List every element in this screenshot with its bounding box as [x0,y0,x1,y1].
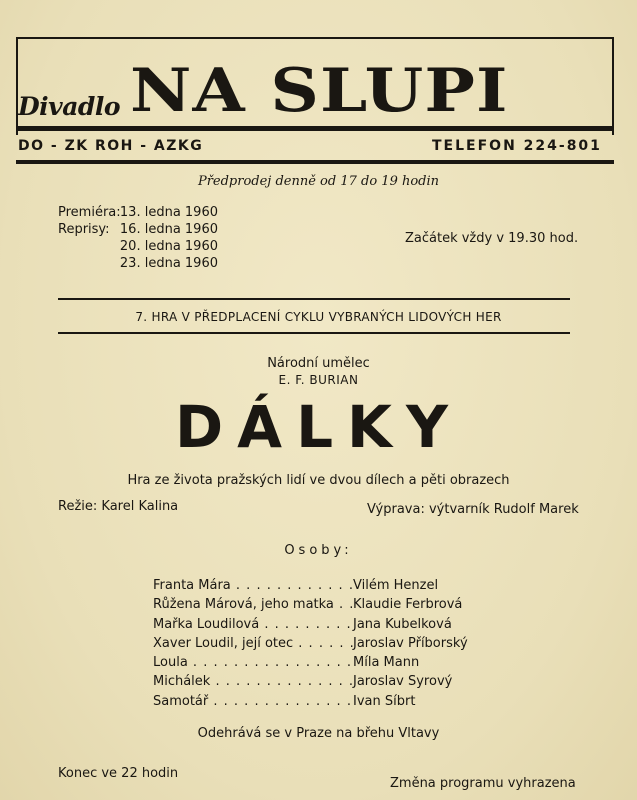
performance-dates [58,204,218,272]
date-value: 13. ledna 1960 [119,205,218,220]
role-name: Loula . . . [153,653,353,672]
role-name: Michálek . . . [153,672,353,691]
divadlo-label: Divadlo [18,92,121,121]
play-title: DÁLKY [175,393,462,461]
header-bottom-rule [16,126,614,131]
date-label [58,238,118,255]
author-name: E. F. BURIAN [278,373,359,387]
role-name: Mařka Loudilová . . . [153,615,353,634]
role-name: Růžena Márová, jeho matka . . . [153,595,353,614]
header-frame-right-rule [612,37,614,135]
date-label [58,255,118,272]
play-setting: Odehrává se v Praze na břehu Vltavy [197,726,440,741]
play-subtitle: Hra ze života pražských lidí ve dvou dílech a pěti obrazech [127,473,510,488]
cast-row [153,692,493,711]
theatre-name: NA SLUPI [130,56,509,126]
director-credit: Režie: Karel Kalina [58,499,179,514]
role-name: Franta Mára . . . [153,576,353,595]
role-name: Xaver Loudil, její otec . . . [153,634,353,653]
organization-label: DO - ZK ROH - AZKG [18,138,204,154]
date-row [58,221,218,238]
date-row [58,255,218,272]
header-frame-top-rule [16,37,614,39]
date-value: 16. ledna 1960 [119,222,218,237]
role-name: Samotář . . . [153,692,353,711]
actor-name: Klaudie Ferbrová [353,597,463,613]
cast-row [153,653,493,672]
cast-row [153,672,493,691]
cast-list [153,576,493,711]
presale-notice: Předprodej denně od 17 do 19 hodin [197,174,440,189]
telephone-label: TELEFON 224-801 [432,138,602,154]
change-notice: Změna programu vyhrazena [390,776,576,791]
cast-row [153,634,493,653]
actor-name: Vilém Henzel [353,578,439,593]
actor-name: Jana Kubelková [353,616,452,632]
actor-name: Míla Mann [353,655,420,671]
actor-name: Jaroslav Příborský [353,635,468,651]
cycle-bottom-rule [58,332,570,334]
start-time: Začátek vždy v 19.30 hod. [405,231,579,246]
artist-title: Národní umělec [267,356,370,371]
date-row [58,238,218,255]
subscription-cycle: 7. HRA V PŘEDPLACENÍ CYKLU VYBRANÝCH LIDOVÝCH HER [135,310,502,324]
date-label: Reprisy: [58,222,110,237]
info-bottom-rule [16,160,614,164]
cycle-top-rule [58,298,570,300]
design-credit: Výprava: výtvarník Rudolf Marek [367,502,579,517]
actor-name: Jaroslav Syrový [353,674,453,690]
date-label: Premiéra: [58,205,121,220]
date-row [58,204,218,221]
cast-row [153,615,493,634]
cast-row [153,595,493,614]
end-time: Konec ve 22 hodin [58,766,179,781]
cast-heading: Osoby: [284,543,353,558]
date-value: 20. ledna 1960 [119,239,218,254]
cast-row [153,576,493,595]
actor-name: Ivan Síbrt [353,693,416,709]
date-value: 23. ledna 1960 [119,256,218,271]
